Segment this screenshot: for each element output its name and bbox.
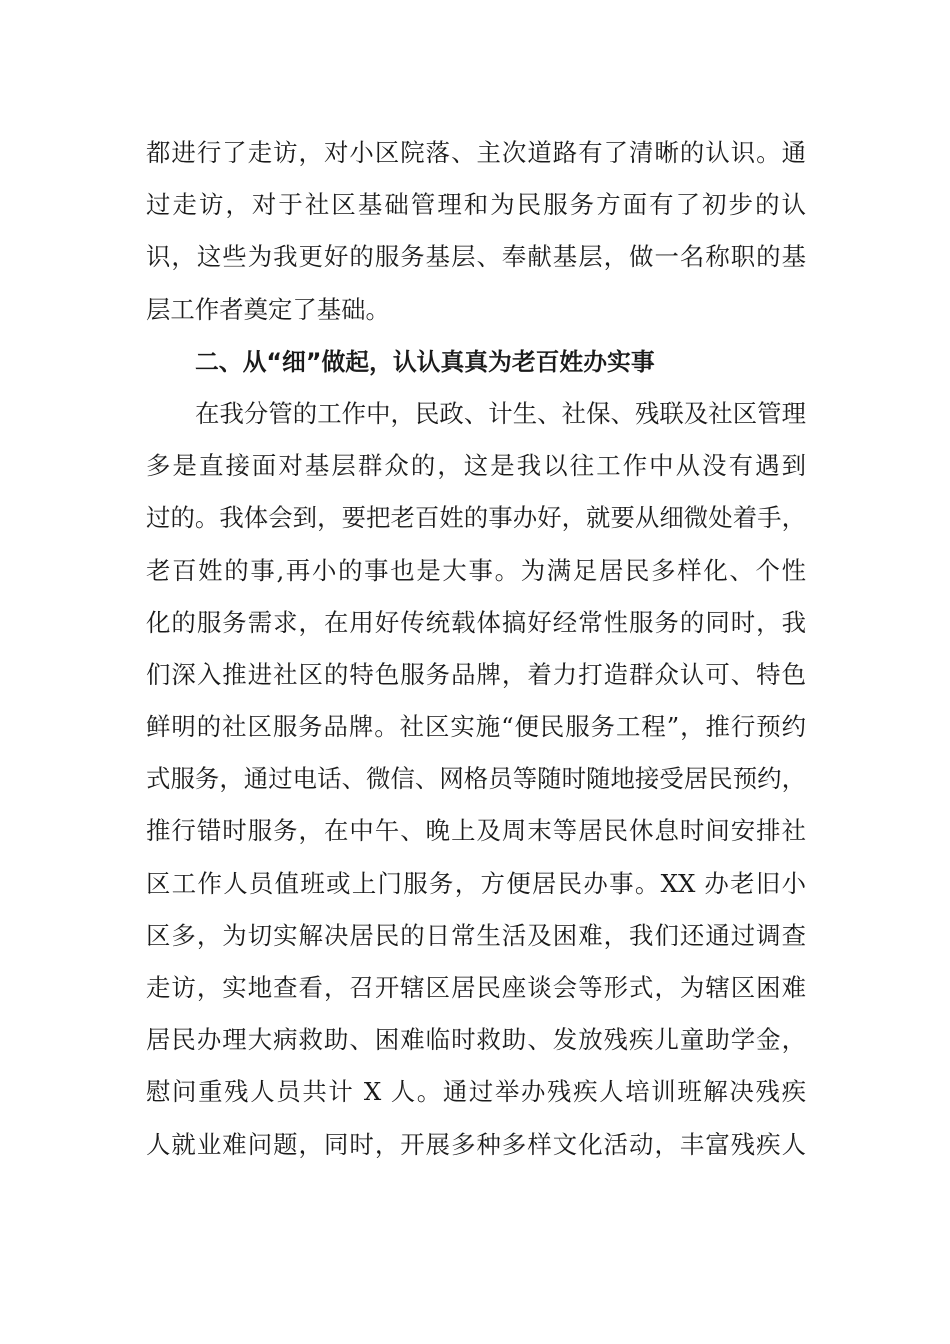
text-line: 识，这些为我更好的服务基层、奉献基层，做一名称职的基 — [146, 242, 806, 272]
paragraph-continuation — [146, 127, 806, 336]
text-line: 过走访，对于社区基础管理和为民服务方面有了初步的认 — [146, 190, 806, 220]
text-line: 多是直接面对基层群众的，这是我以往工作中从没有遇到 — [146, 451, 806, 481]
text-line: 过的。我体会到，要把老百姓的事办好，就要从细微处着手， — [146, 503, 806, 533]
text-line: 区工作人员值班或上门服务，方便居民办事。XX 办老旧小 — [146, 868, 806, 898]
document-body — [146, 127, 806, 1171]
text-line: 鲜明的社区服务品牌。社区实施“便民服务工程”，推行预约 — [146, 712, 806, 742]
text-line: 式服务，通过电话、微信、网格员等随时随地接受居民预约， — [146, 764, 806, 794]
text-line: 化的服务需求，在用好传统载体搞好经常性服务的同时，我 — [146, 607, 806, 637]
text-line: 层工作者奠定了基础。 — [146, 294, 390, 324]
section-heading: 二、从“细”做起，认认真真为老百姓办实事 — [195, 347, 655, 376]
text-line: 推行错时服务，在中午、晚上及周末等居民休息时间安排社 — [146, 816, 806, 846]
text-line: 走访，实地查看，召开辖区居民座谈会等形式，为辖区困难 — [146, 973, 806, 1002]
text-line: 区多，为切实解决居民的日常生活及困难，我们还通过调查 — [146, 920, 806, 950]
text-line: 人就业难问题，同时，开展多种多样文化活动，丰富残疾人 — [146, 1129, 806, 1159]
text-line: 们深入推进社区的特色服务品牌，着力打造群众认可、特色 — [146, 659, 806, 689]
text-line: 居民办理大病救助、困难临时救助、发放残疾儿童助学金， — [146, 1025, 806, 1055]
text-line: 慰问重残人员共计 X 人。通过举办残疾人培训班解决残疾 — [146, 1077, 806, 1107]
text-line: 在我分管的工作中，民政、计生、社保、残联及社区管理 — [195, 398, 806, 428]
text-line: 都进行了走访，对小区院落、主次道路有了清晰的认识。通 — [146, 138, 806, 167]
text-line: 老百姓的事,再小的事也是大事。为满足居民多样化、个性 — [146, 555, 806, 585]
paragraph-body — [146, 388, 806, 1171]
